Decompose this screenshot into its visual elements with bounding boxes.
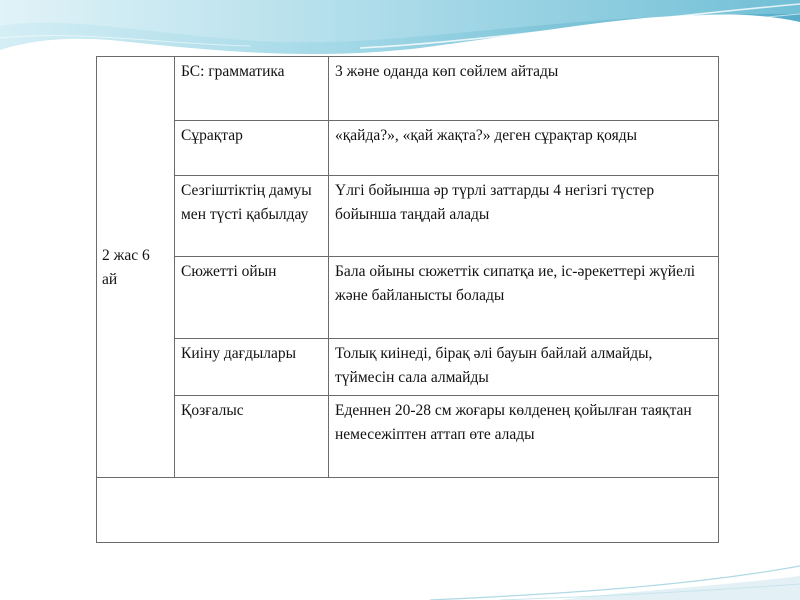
table-row xyxy=(97,339,719,396)
age-cell: 2 жас 6 ай xyxy=(97,57,175,478)
category-cell: Қозғалыс xyxy=(175,396,329,478)
category-cell: БС: грамматика xyxy=(175,57,329,121)
category-cell: Киіну дағдылары xyxy=(175,339,329,396)
empty-footer-cell xyxy=(97,478,719,543)
description-cell: Үлгі бойынша әр түрлі заттарды 4 негізгі түстер бойынша таңдай алады xyxy=(329,176,719,257)
category-cell: Сезгіштіктің дамуы мен түсті қабылдау xyxy=(175,176,329,257)
development-table xyxy=(96,56,719,543)
description-cell: 3 және оданда көп сөйлем айтады xyxy=(329,57,719,121)
description-cell: Еденнен 20-28 см жоғары көлденең қойылған таяқтан немесежіптен аттап өте алады xyxy=(329,396,719,478)
table-row xyxy=(97,57,719,121)
description-cell: «қайда?», «қай жақта?» деген сұрақтар қояды xyxy=(329,121,719,176)
table-row xyxy=(97,478,719,543)
description-cell: Толық киінеді, бірақ әлі бауын байлай алмайды, түймесін сала алмайды xyxy=(329,339,719,396)
table-row xyxy=(97,121,719,176)
category-cell: Сюжетті ойын xyxy=(175,257,329,339)
table-row xyxy=(97,257,719,339)
description-cell: Бала ойыны сюжеттік сипатқа ие, іс-әрекеттері жүйелі және байланысты болады xyxy=(329,257,719,339)
table-row xyxy=(97,396,719,478)
category-cell: Сұрақтар xyxy=(175,121,329,176)
table-row xyxy=(97,176,719,257)
